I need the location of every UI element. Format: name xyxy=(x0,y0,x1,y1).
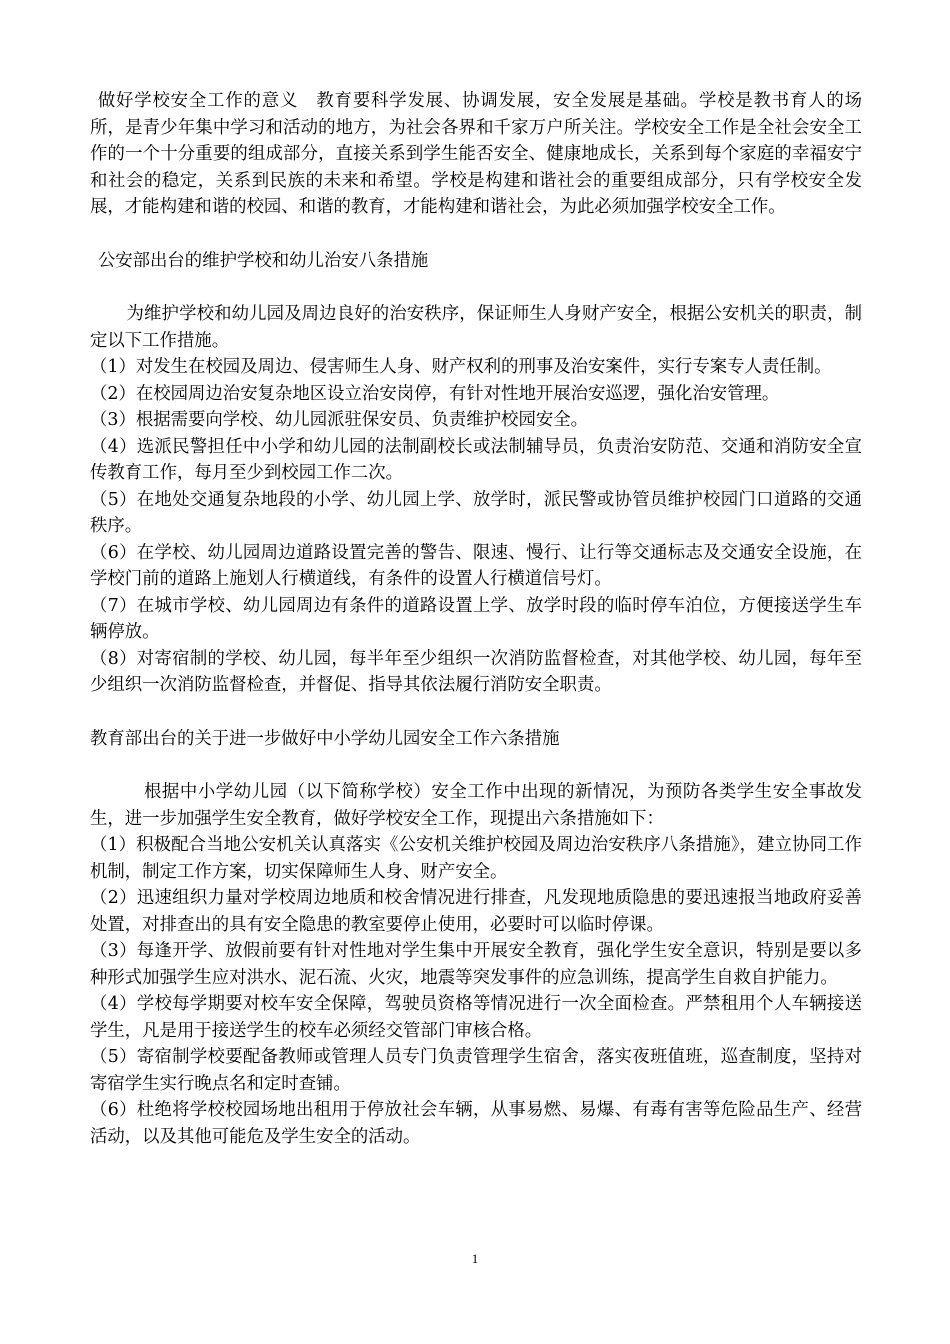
intro-paragraph: 做好学校安全工作的意义 教育要科学发展、协调发展，安全发展是基础。学校是教书育人的场所，是青少年集中学习和活动的地方，为社会各界和千家万户所关注。学校安全工作是全社会安全工作的一个十分重要的组成部分，直接关系到学生能否安全、健康地成长，关系到每个家庭的幸福安宁和社会的稳定，关系到民族的未来和希望。学校是构建和谐社会的重要组成部分，只有学校安全发展，才能构建和谐的校园、和谐的教育，才能构建和谐社会，为此必须加强学校安全工作。 xyxy=(90,91,862,217)
section2-item: （1）积极配合当地公安机关认真落实《公安机关维护校园及周边治安秩序八条措施》，建立协同工作机制，制定工作方案，切实保障师生人身、财产安全。 xyxy=(90,835,862,882)
section2-lead: 根据中小学幼儿园（以下简称学校）安全工作中出现的新情况，为预防各类学生安全事故发生，进一步加强学生安全教育，做好学校安全工作，现提出六条措施如下： xyxy=(90,782,862,829)
section2-heading: 教育部出台的关于进一步做好中小学幼儿园安全工作六条措施 xyxy=(90,728,560,749)
section1-lead: 为维护学校和幼儿园及周边良好的治安秩序，保证师生人身财产安全，根据公安机关的职责，制定以下工作措施。 xyxy=(90,304,862,351)
section1-heading: 公安部出台的维护学校和幼儿治安八条措施 xyxy=(97,250,429,271)
spacer xyxy=(90,274,862,301)
section1-item: （6）在学校、幼儿园周边道路设置完善的警告、限速、慢行、让行等交通标志及交通安全设施，在学校门前的道路上施划人行横道线，有条件的设置人行横道信号灯。 xyxy=(90,542,862,589)
section2-item: （3）每逢开学、放假前要有针对性地对学生集中开展安全教育，强化学生安全意识，特别是要以多种形式加强学生应对洪水、泥石流、火灾，地震等突发事件的应急训练，提高学生自救自护能力。 xyxy=(90,941,862,988)
section1-item: （1）对发生在校园及周边、侵害师生人身、财产权利的刑事及治安案件，实行专案专人责任制。 xyxy=(90,357,832,377)
page-number: 1 xyxy=(471,1251,479,1266)
section1-item: （8）对寄宿制的学校、幼儿园，每半年至少组织一次消防监督检查，对其他学校、幼儿园，每年至少组织一次消防监督检查，并督促、指导其依法履行消防安全职责。 xyxy=(90,648,862,695)
spacer xyxy=(90,699,862,726)
section1-item: （4）选派民警担任中小学和幼儿园的法制副校长或法制辅导员，负责治安防范、交通和消防安全宣传教育工作，每月至少到校园工作二次。 xyxy=(90,436,862,483)
section2-item: （6）杜绝将学校校园场地出租用于停放社会车辆，从事易燃、易爆、有毒有害等危险品生产、经营活动，以及其他可能危及学生安全的活动。 xyxy=(90,1100,862,1147)
section1-item: （7）在城市学校、幼儿园周边有条件的道路设置上学、放学时段的临时停车泊位，方便接送学生车辆停放。 xyxy=(90,595,862,642)
spacer xyxy=(90,221,862,248)
section1-item: （5）在地处交通复杂地段的小学、幼儿园上学、放学时，派民警或协管员维护校园门口道路的交通秩序。 xyxy=(90,489,862,536)
section2-item: （5）寄宿制学校要配备教师或管理人员专门负责管理学生宿舍，落实夜班值班，巡查制度，坚持对寄宿学生实行晚点名和定时查铺。 xyxy=(90,1047,862,1094)
section1-item: （3）根据需要向学校、幼儿园派驻保安员、负责维护校园安全。 xyxy=(90,410,589,430)
section2-item: （4）学校每学期要对校车安全保障，驾驶员资格等情况进行一次全面检查。严禁租用个人车辆接送学生，凡是用于接送学生的校车必须经交管部门审核合格。 xyxy=(90,994,862,1041)
section2-item: （2）迅速组织力量对学校周边地质和校舍情况进行排查，凡发现地质隐患的要迅速报当地政府妥善处置，对排查出的具有安全隐患的教室要停止使用，必要时可以临时停课。 xyxy=(90,888,862,935)
spacer xyxy=(90,752,862,779)
document-page xyxy=(90,88,862,1150)
section1-item: （2）在校园周边治安复杂地区设立治安岗停，有针对性地开展治安巡逻，强化治安管理。 xyxy=(90,383,780,404)
